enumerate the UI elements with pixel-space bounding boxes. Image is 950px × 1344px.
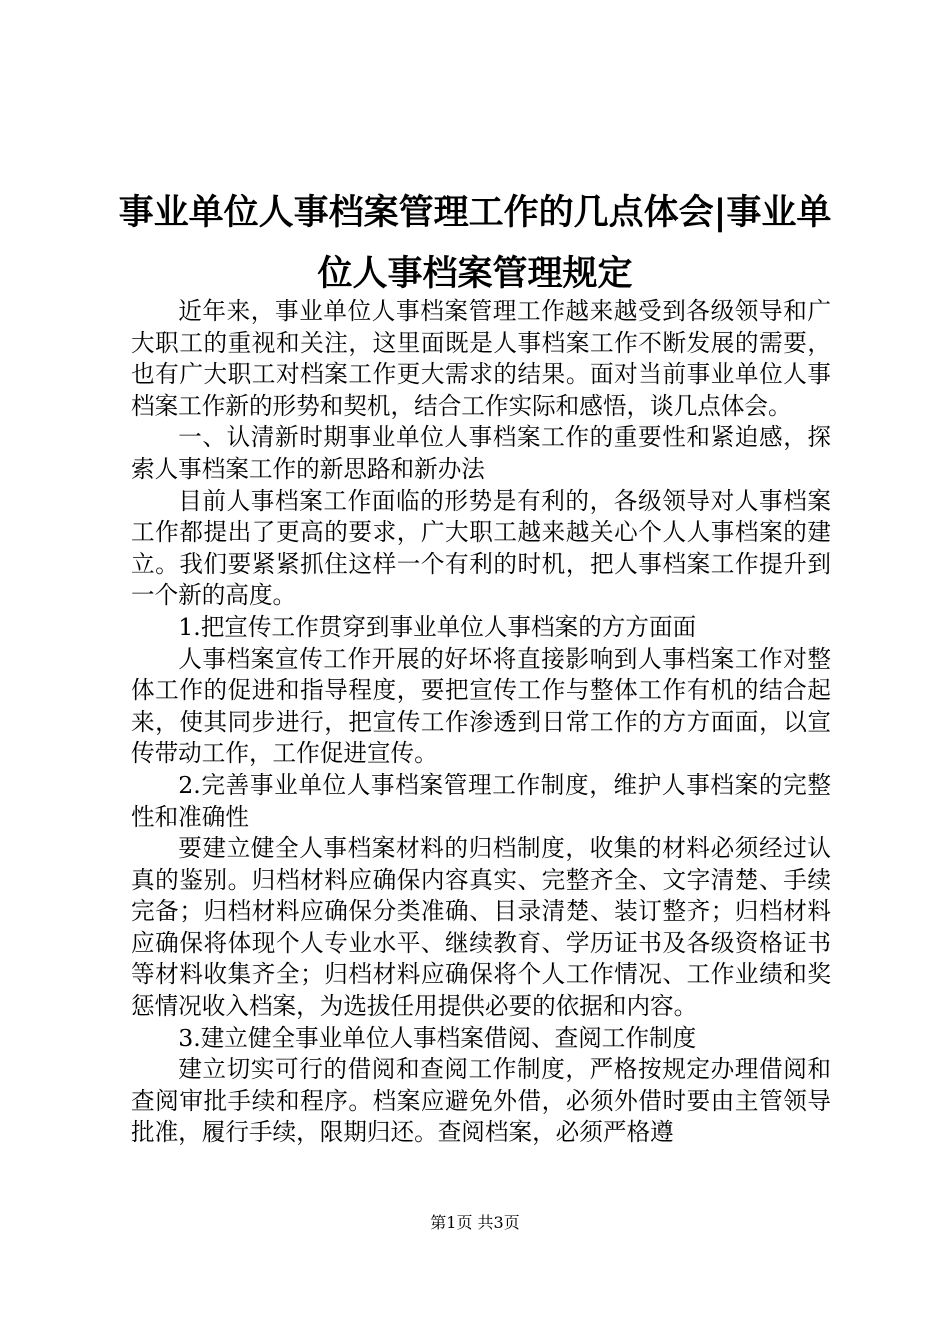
paragraph-subsection-2: 要建立健全人事档案材料的归档制度，收集的材料必须经过认真的鉴别。归档材料应确保内容真实、完整齐全、文字清楚、手续完备；归档材料应确保分类准确、目录清楚、装订整齐；归档材料应确保将体现个人专业水平、继续教育、学历证书及各级资格证书等材料收集齐全；归档材料应确保将个人工作情况、工作业绩和奖惩情况收入档案，为选拔任用提供必要的依据和内容。	[131, 834, 831, 1021]
paragraph-intro: 近年来，事业单位人事档案管理工作越来越受到各级领导和广大职工的重视和关注，这里面既是人事档案工作不断发展的需要，也有广大职工对档案工作更大需求的结果。面对当前事业单位人事档案工作新的形势和契机，结合工作实际和感悟，谈几点体会。	[131, 297, 831, 420]
subheading-1: 1.把宣传工作贯穿到事业单位人事档案的方方面面	[178, 612, 697, 641]
paragraph-section-1: 目前人事档案工作面临的形势是有利的，各级领导对人事档案工作都提出了更高的要求，广大职工越来越关心个人人事档案的建立。我们要紧紧抓住这样一个有利的时机，把人事档案工作提升到一个新的高度。	[131, 486, 831, 610]
document-title: 事业单位人事档案管理工作的几点体会|事业单位人事档案管理规定	[118, 193, 832, 294]
subheading-2: 2.完善事业单位人事档案管理工作制度，维护人事档案的完整性和准确性	[131, 770, 831, 831]
section-heading-1: 一、认清新时期事业单位人事档案工作的重要性和紧迫感，探索人事档案工作的新思路和新办法	[131, 423, 831, 483]
document-body	[131, 296, 831, 1149]
paragraph-subsection-3: 建立切实可行的借阅和查阅工作制度，严格按规定办理借阅和查阅审批手续和程序。档案应避免外借，必须外借时要由主管领导批准，履行手续，限期归还。查阅档案，必须严格遵	[131, 1055, 831, 1147]
paragraph-subsection-1: 人事档案宣传工作开展的好坏将直接影响到人事档案工作对整体工作的促进和指导程度，要把宣传工作与整体工作有机的结合起来，使其同步进行，把宣传工作渗透到日常工作的方方面面，以宣传带动工作，工作促进宣传。	[131, 644, 831, 768]
subheading-3: 3.建立健全事业单位人事档案借阅、查阅工作制度	[178, 1023, 697, 1052]
page-footer: 第1页 共3页	[430, 1213, 520, 1232]
